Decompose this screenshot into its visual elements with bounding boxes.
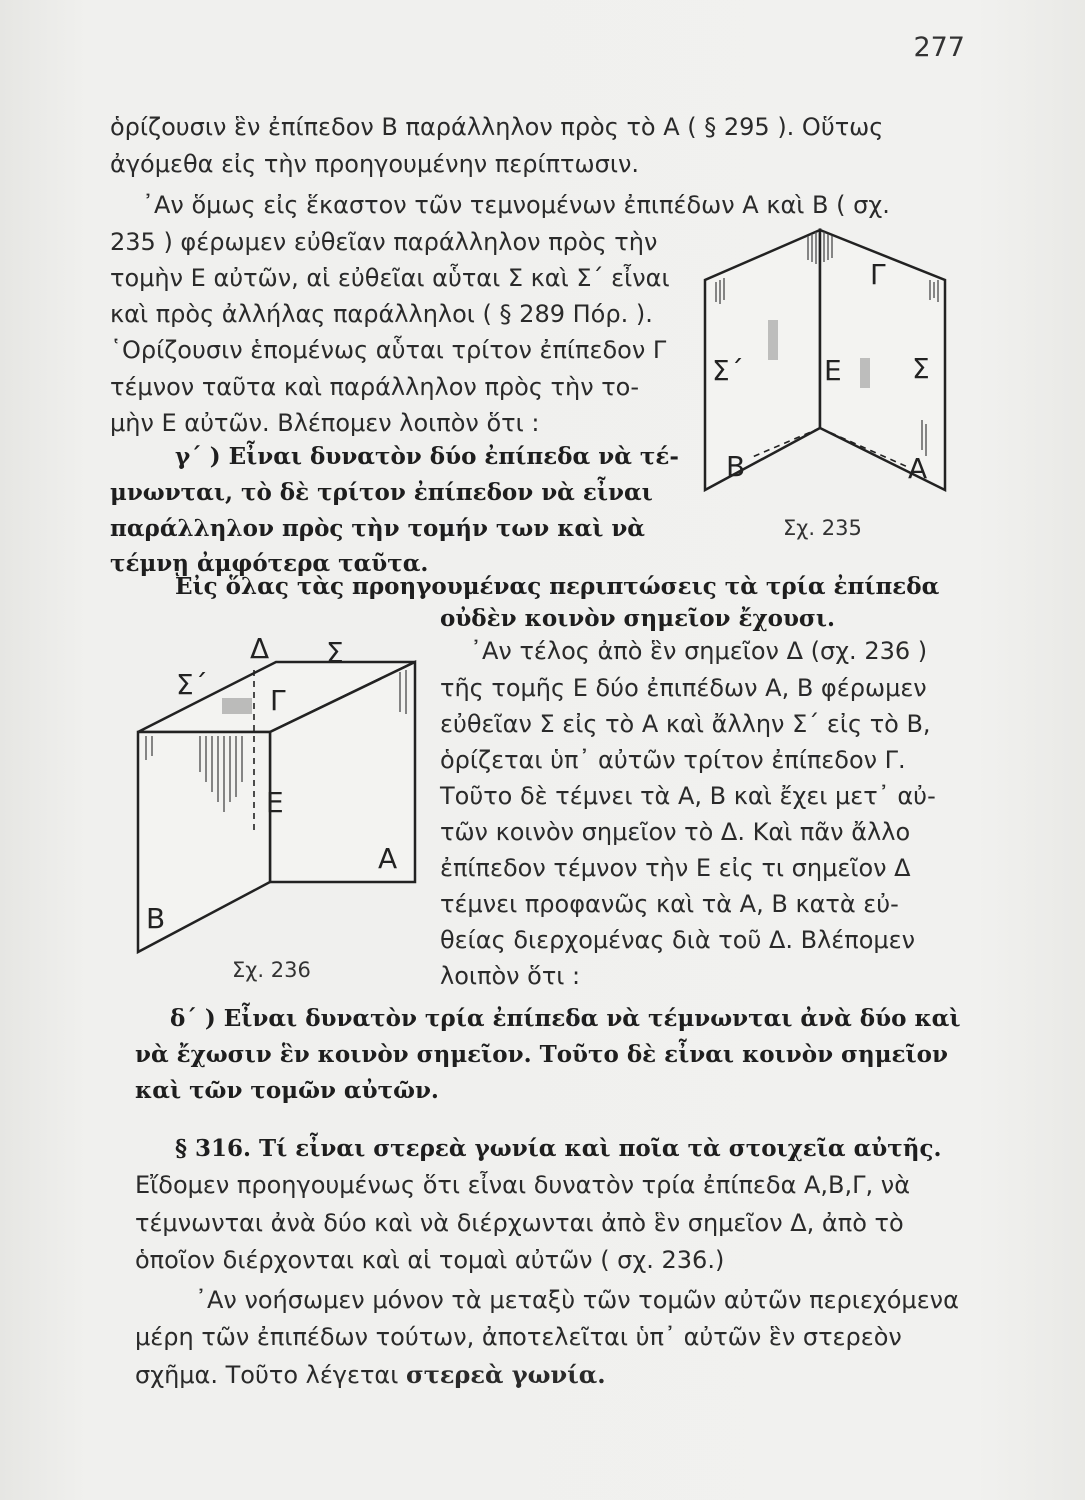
text-line: καὶ πρὸς ἀλλήλας παράλληλοι ( § 289 Πόρ. ).	[110, 300, 653, 328]
label-delta: Δ	[250, 632, 270, 665]
term-solid-angle: στερεὰ γωνία.	[406, 1360, 606, 1389]
label-sigma: Σ	[326, 636, 344, 669]
label-sigma-prime: Σ΄	[176, 668, 208, 701]
text-line-last	[135, 1360, 606, 1390]
text-line: ᾿Αν ὅμως εἰς ἕκαστον τῶν τεμνομένων ἐπιπέδων Α καὶ Β ( σχ.	[142, 191, 890, 219]
text-line: θείας διερχομένας διὰ τοῦ Δ. Βλέπομεν	[440, 926, 916, 954]
text-line: Τοῦτο δὲ τέμνει τὰ Α, Β καὶ ἔχει μετ᾿ αὐ-	[440, 782, 936, 810]
figure-235	[690, 210, 965, 510]
text-line: τέμνωνται ἀνὰ δύο καὶ νὰ διέρχωνται ἀπὸ ἓν σημεῖον Δ, ἀπὸ τὸ	[135, 1209, 904, 1237]
text-line: ὁρίζεται ὑπ᾿ αὐτῶν τρίτον ἐπίπεδον Γ.	[440, 746, 906, 774]
text-line: ὁρίζουσιν ἓν ἐπίπεδον Β παράλληλον πρὸς τὸ Α ( § 295 ). Οὕτως	[110, 113, 884, 141]
text-line: Εἴδομεν προηγουμένως ὅτι εἶναι δυνατὸν τρία ἐπίπεδα Α,Β,Γ, νὰ	[135, 1171, 911, 1199]
bold-line: γ΄ ) Εἶναι δυνατὸν δύο ἐπίπεδα νὰ τέ-	[175, 443, 679, 470]
label-epsilon: Ε	[824, 354, 842, 387]
bold-line: νὰ ἔχωσιν ἓν κοινὸν σημεῖον. Τοῦτο δὲ εἶναι κοινὸν σημεῖον	[135, 1041, 948, 1068]
figure-236-caption: Σχ. 236	[232, 958, 311, 982]
label-beta: Β	[146, 902, 166, 935]
text-line: ἐπίπεδον τέμνον τὴν Ε εἰς τι σημεῖον Δ	[440, 854, 911, 882]
text-line: εὐθεῖαν Σ εἰς τὸ Α καὶ ἄλλην Σ΄ εἰς τὸ Β,	[440, 710, 931, 738]
section-316-heading: § 316. Τί εἶναι στερεὰ γωνία καὶ ποῖα τὰ στοιχεῖα αὐτῆς.	[175, 1135, 942, 1162]
bold-line: τέμνῃ ἀμφότερα ταῦτα.	[110, 550, 429, 577]
label-sigma: Σ	[912, 352, 930, 385]
page-number: 277	[913, 32, 965, 63]
text-line: τῆς τομῆς Ε δύο ἐπιπέδων Α, Β φέρωμεν	[440, 674, 927, 702]
text-line: τέμνον ταῦτα καὶ παράλληλον πρὸς τὴν το-	[110, 373, 640, 401]
text-line: ᾿Αν τέλος ἀπὸ ἓν σημεῖον Δ (σχ. 236 )	[470, 637, 928, 665]
label-sigma-prime: Σ΄	[712, 354, 744, 387]
figure-236	[130, 632, 430, 962]
text-line: ῾Ορίζουσιν ἑπομένως αὗται τρίτον ἐπίπεδον Γ	[110, 336, 667, 364]
figure-235-caption: Σχ. 235	[783, 516, 862, 540]
text-line: μέρη τῶν ἐπιπέδων τούτων, ἀποτελεῖται ὑπ᾿ αὐτῶν ἓν στερεὸν	[135, 1323, 902, 1351]
text-span: σχῆμα. Τοῦτο λέγεται	[135, 1361, 406, 1389]
text-line: λοιπὸν ὅτι :	[440, 962, 581, 990]
bold-line: δ΄ ) Εἶναι δυνατὸν τρία ἐπίπεδα νὰ τέμνωνται ἀνὰ δύο καὶ	[170, 1005, 961, 1032]
text-line: ὁποῖον διέρχονται καὶ αἱ τομαὶ αὐτῶν ( σχ. 236.)	[135, 1246, 725, 1274]
bold-line: οὐδὲν κοινὸν σημεῖον ἔχουσι.	[440, 605, 835, 632]
bold-line: καὶ τῶν τομῶν αὐτῶν.	[135, 1077, 439, 1104]
bold-line: Εἰς ὅλας τὰς προηγουμένας περιπτώσεις τὰ τρία ἐπίπεδα	[175, 573, 940, 600]
text-line: ἀγόμεθα εἰς τὴν προηγουμένην περίπτωσιν.	[110, 150, 639, 178]
text-line: μὴν Ε αὐτῶν. Βλέπομεν λοιπὸν ὅτι :	[110, 409, 540, 437]
label-epsilon: Ε	[266, 786, 284, 819]
text-line: 235 ) φέρωμεν εὐθεῖαν παράλληλον πρὸς τὴν	[110, 228, 658, 256]
text-line: τῶν κοινὸν σημεῖον τὸ Δ. Καὶ πᾶν ἄλλο	[440, 818, 911, 846]
text-line: τέμνει προφανῶς καὶ τὰ Α, Β κατὰ εὐ-	[440, 890, 899, 918]
label-gamma: Γ	[870, 258, 886, 291]
text-line: τομὴν Ε αὐτῶν, αἱ εὐθεῖαι αὗται Σ καὶ Σ΄ εἶναι	[110, 264, 670, 292]
text-line: ᾿Αν νοήσωμεν μόνον τὰ μεταξὺ τῶν τομῶν αὐτῶν περιεχόμενα	[195, 1286, 959, 1314]
label-alpha: Α	[908, 452, 928, 485]
label-beta: Β	[726, 450, 746, 483]
bold-line: μνωνται, τὸ δὲ τρίτον ἐπίπεδον νὰ εἶναι	[110, 479, 653, 506]
bold-line: παράλληλον πρὸς τὴν τομήν των καὶ νὰ	[110, 515, 645, 542]
label-gamma: Γ	[270, 684, 286, 717]
label-alpha: Α	[378, 842, 398, 875]
